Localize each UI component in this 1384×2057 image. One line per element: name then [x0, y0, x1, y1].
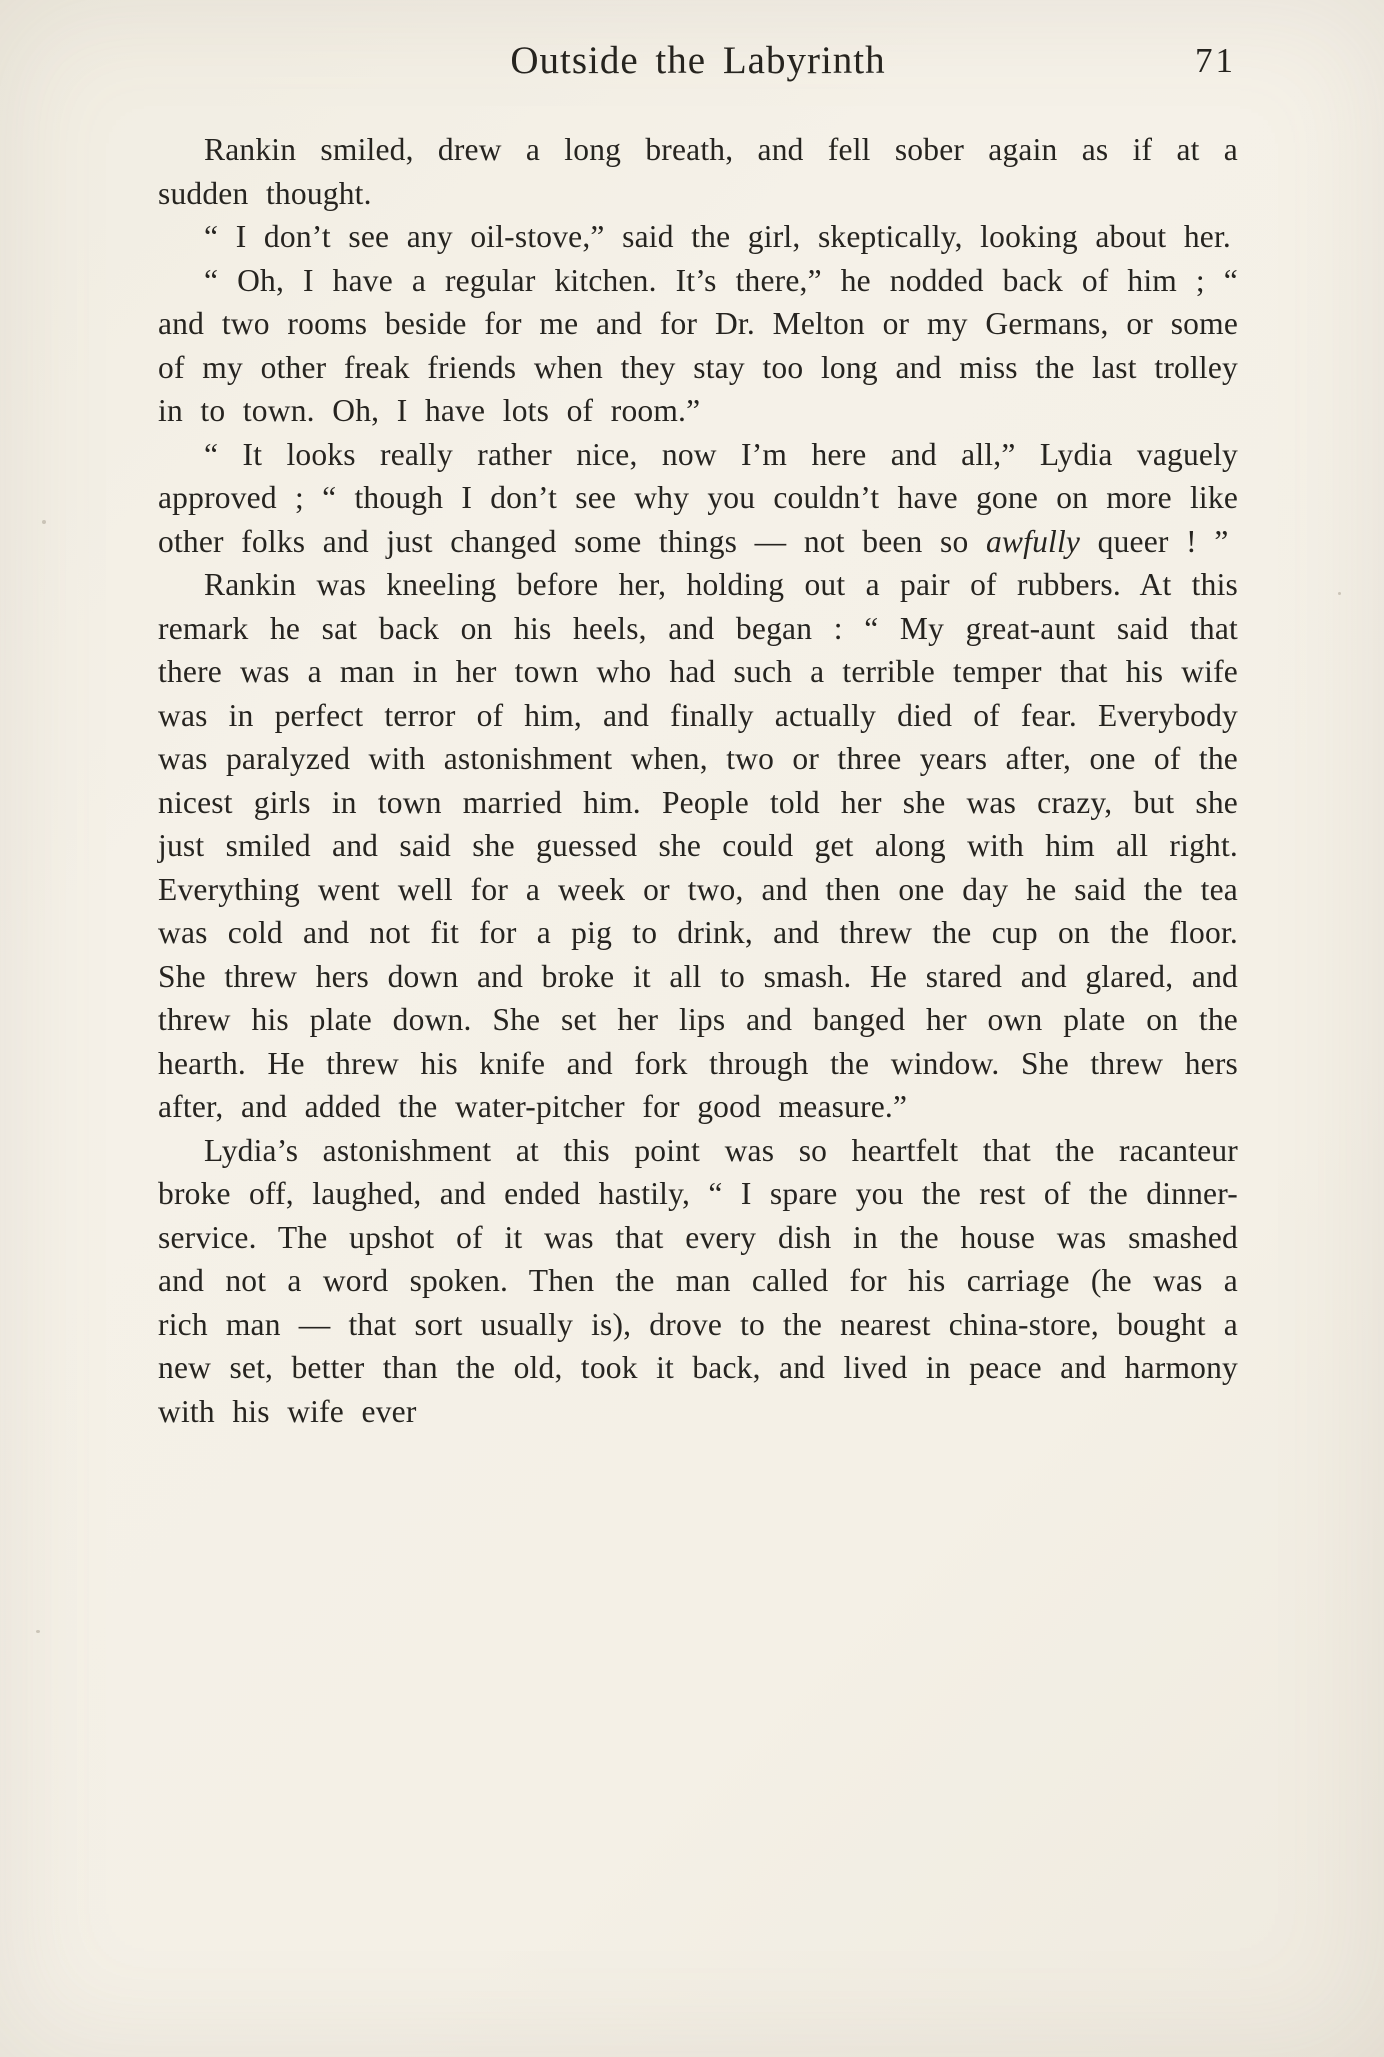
page-number: 71	[1195, 41, 1236, 80]
paper-speck	[42, 520, 46, 524]
paragraph: Rankin smiled, drew a long breath, and fell sober again as if at a sudden thought.	[158, 132, 1238, 211]
text-block	[158, 128, 1238, 1433]
italic-text-run: awfully	[985, 523, 1081, 559]
page-title: Outside the Labyrinth	[510, 39, 886, 82]
paragraph: Lydia’s astonishment at this point was so heartfelt that the racanteur broke off, laughed, and ended hastily, “ I spare you the rest of the dinner-service. The upshot of it was that every dish in the house was smashed and not a word spoken. Then the man called for his carriage (he was a rich man — that sort usually is), drove to the nearest china-store, bought a new set, better than the old, took it back, and lived in peace and harmony with his wife ever	[158, 1132, 1238, 1429]
paper-speck	[1338, 592, 1341, 595]
page-content	[158, 38, 1238, 1433]
paragraph: Rankin was kneeling before her, holding out a pair of rubbers. At this remark he sat back on his heels, and began : “ My great-aunt said that there was a man in her town who had such a terrible temper that his wife was in perfect terror of him, and finally actually died of fear. Everybody was paralyzed with astonishment when, two or three years after, one of the nicest girls in town married him. People told her she was crazy, but she just smiled and said she guessed she could get along with him all right. Everything went well for a week or two, and then one day he said the tea was cold and not fit for a pig to drink, and threw the cup on the floor. She threw hers down and broke it all to smash. He stared and glared, and threw his plate down. She set her lips and banged her own plate on the hearth. He threw his knife and fork through the window. She threw hers after, and added the water-pitcher for good measure.”	[158, 567, 1238, 1124]
paper-speck	[36, 1630, 40, 1633]
text-run: “ It looks really rather nice, now I’m here and all,” Lydia vaguely approved ; “ though I don’t see why you couldn’t have gone on more like other folks and just changed some things — not been so	[158, 436, 1238, 559]
paragraph	[158, 433, 1238, 564]
running-head	[158, 38, 1238, 94]
paragraph: “ I don’t see any oil-stove,” said the girl, skeptically, looking about her.	[204, 219, 1232, 254]
paragraph: “ Oh, I have a regular kitchen. It’s there,” he nodded back of him ; “ and two rooms beside for me and for Dr. Melton or my Germans, or some of my other freak friends when they stay too long and miss the last trolley in to town. Oh, I have lots of room.”	[158, 262, 1238, 428]
text-run: queer ! ”	[1080, 523, 1229, 559]
